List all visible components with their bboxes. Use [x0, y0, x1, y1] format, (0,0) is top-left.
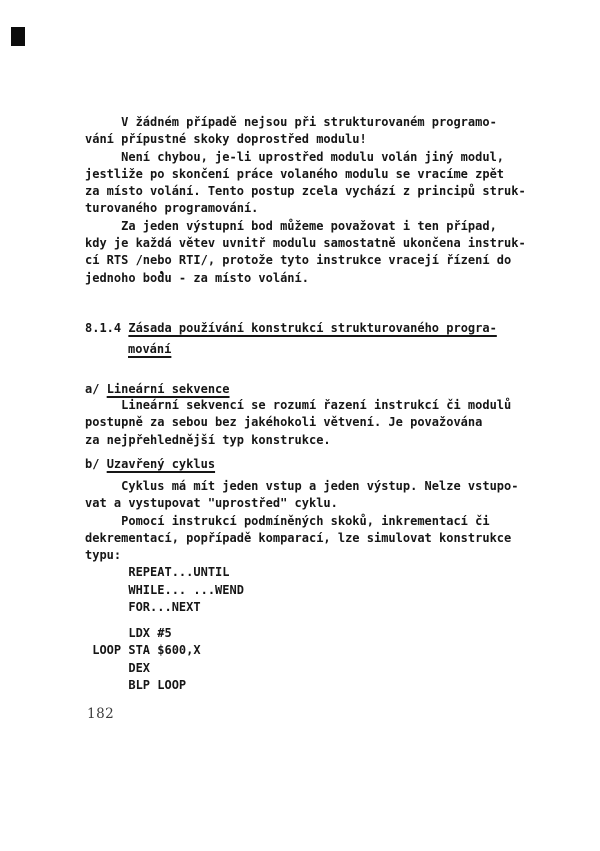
subsection-a-label: a/: [85, 382, 107, 396]
code-line: DEX: [85, 660, 151, 675]
code-line: LDX #5: [85, 626, 172, 640]
subsection-b-title: [85, 456, 215, 473]
intro-paragraphs: [85, 114, 526, 287]
text-line: postupně za sebou bez jakéhokoli větvení. Je považována: [85, 415, 483, 430]
subsection-b-body: [85, 478, 518, 616]
heading-title-part1: Zásada používání konstrukcí strukturovaného progra-: [128, 321, 497, 335]
subsection-a-body: [85, 397, 511, 449]
scan-corner-mark: [11, 27, 25, 46]
text-line: dekrementací, popřípadě komparací, lze simulovat konstrukce: [85, 530, 512, 545]
text-line: za nejpřehlednější typ konstrukce.: [85, 432, 331, 447]
heading-title-part2: mování: [128, 341, 172, 356]
code-line: BLP LOOP: [85, 677, 187, 692]
text-line: turovaného programování.: [85, 201, 259, 216]
subsection-a-name: Lineární sekvence: [106, 382, 230, 396]
heading-number: 8.1.4: [85, 321, 129, 335]
text-line: Pomocí instrukcí podmíněných skoků, inkrementací či: [85, 513, 490, 528]
text-line: Není chybou, je-li uprostřed modulu volán jiný modul,: [85, 149, 505, 164]
text-line: [85, 381, 230, 398]
subsection-a-title: [85, 381, 230, 398]
loop-construct-line: REPEAT...UNTIL: [85, 565, 230, 580]
text-line: [85, 456, 215, 473]
text-line: typu:: [85, 548, 122, 563]
text-line: kdy je každá větev uvnitř modulu samostatně ukončena instruk-: [85, 236, 526, 251]
section-heading: [85, 318, 497, 359]
loop-construct-line: WHILE... ...WEND: [85, 582, 244, 597]
text-line: V žádném případě nejsou při strukturovaném programo-: [85, 115, 497, 129]
text-line: vání přípustné skoky doprostřed modulu!: [85, 132, 367, 147]
text-line: za místo volání. Tento postup zcela vychází z principů struk-: [85, 184, 526, 199]
text-line: Cyklus má mít jeden vstup a jeden výstup. Nelze vstupo-: [85, 479, 519, 493]
heading-line-2: [85, 339, 497, 360]
heading-line-1: [85, 318, 497, 339]
text-line: vat a vystupovat "uprostřed" cyklu.: [85, 496, 338, 511]
text-line: Lineární sekvencí se rozumí řazení instrukcí či modulů: [85, 398, 512, 412]
subsection-b-label: b/: [85, 457, 107, 471]
subsection-b-name: Uzavřený cyklus: [106, 457, 216, 471]
text-line: jednoho bodu - za místo volání.: [85, 270, 309, 285]
text-line: cí RTS /nebo RTI/, protože tyto instrukce vracejí řízení do: [85, 253, 512, 268]
assembly-code-listing: [85, 625, 201, 694]
loop-construct-line: FOR...NEXT: [85, 600, 201, 615]
text-line: Za jeden výstupní bod můžeme považovat i ten případ,: [85, 218, 497, 233]
page-number: 182: [87, 706, 115, 722]
code-line: LOOP STA $600,X: [85, 643, 201, 658]
text-line: jestliže po skončení práce volaného modulu se vracíme zpět: [85, 166, 505, 181]
